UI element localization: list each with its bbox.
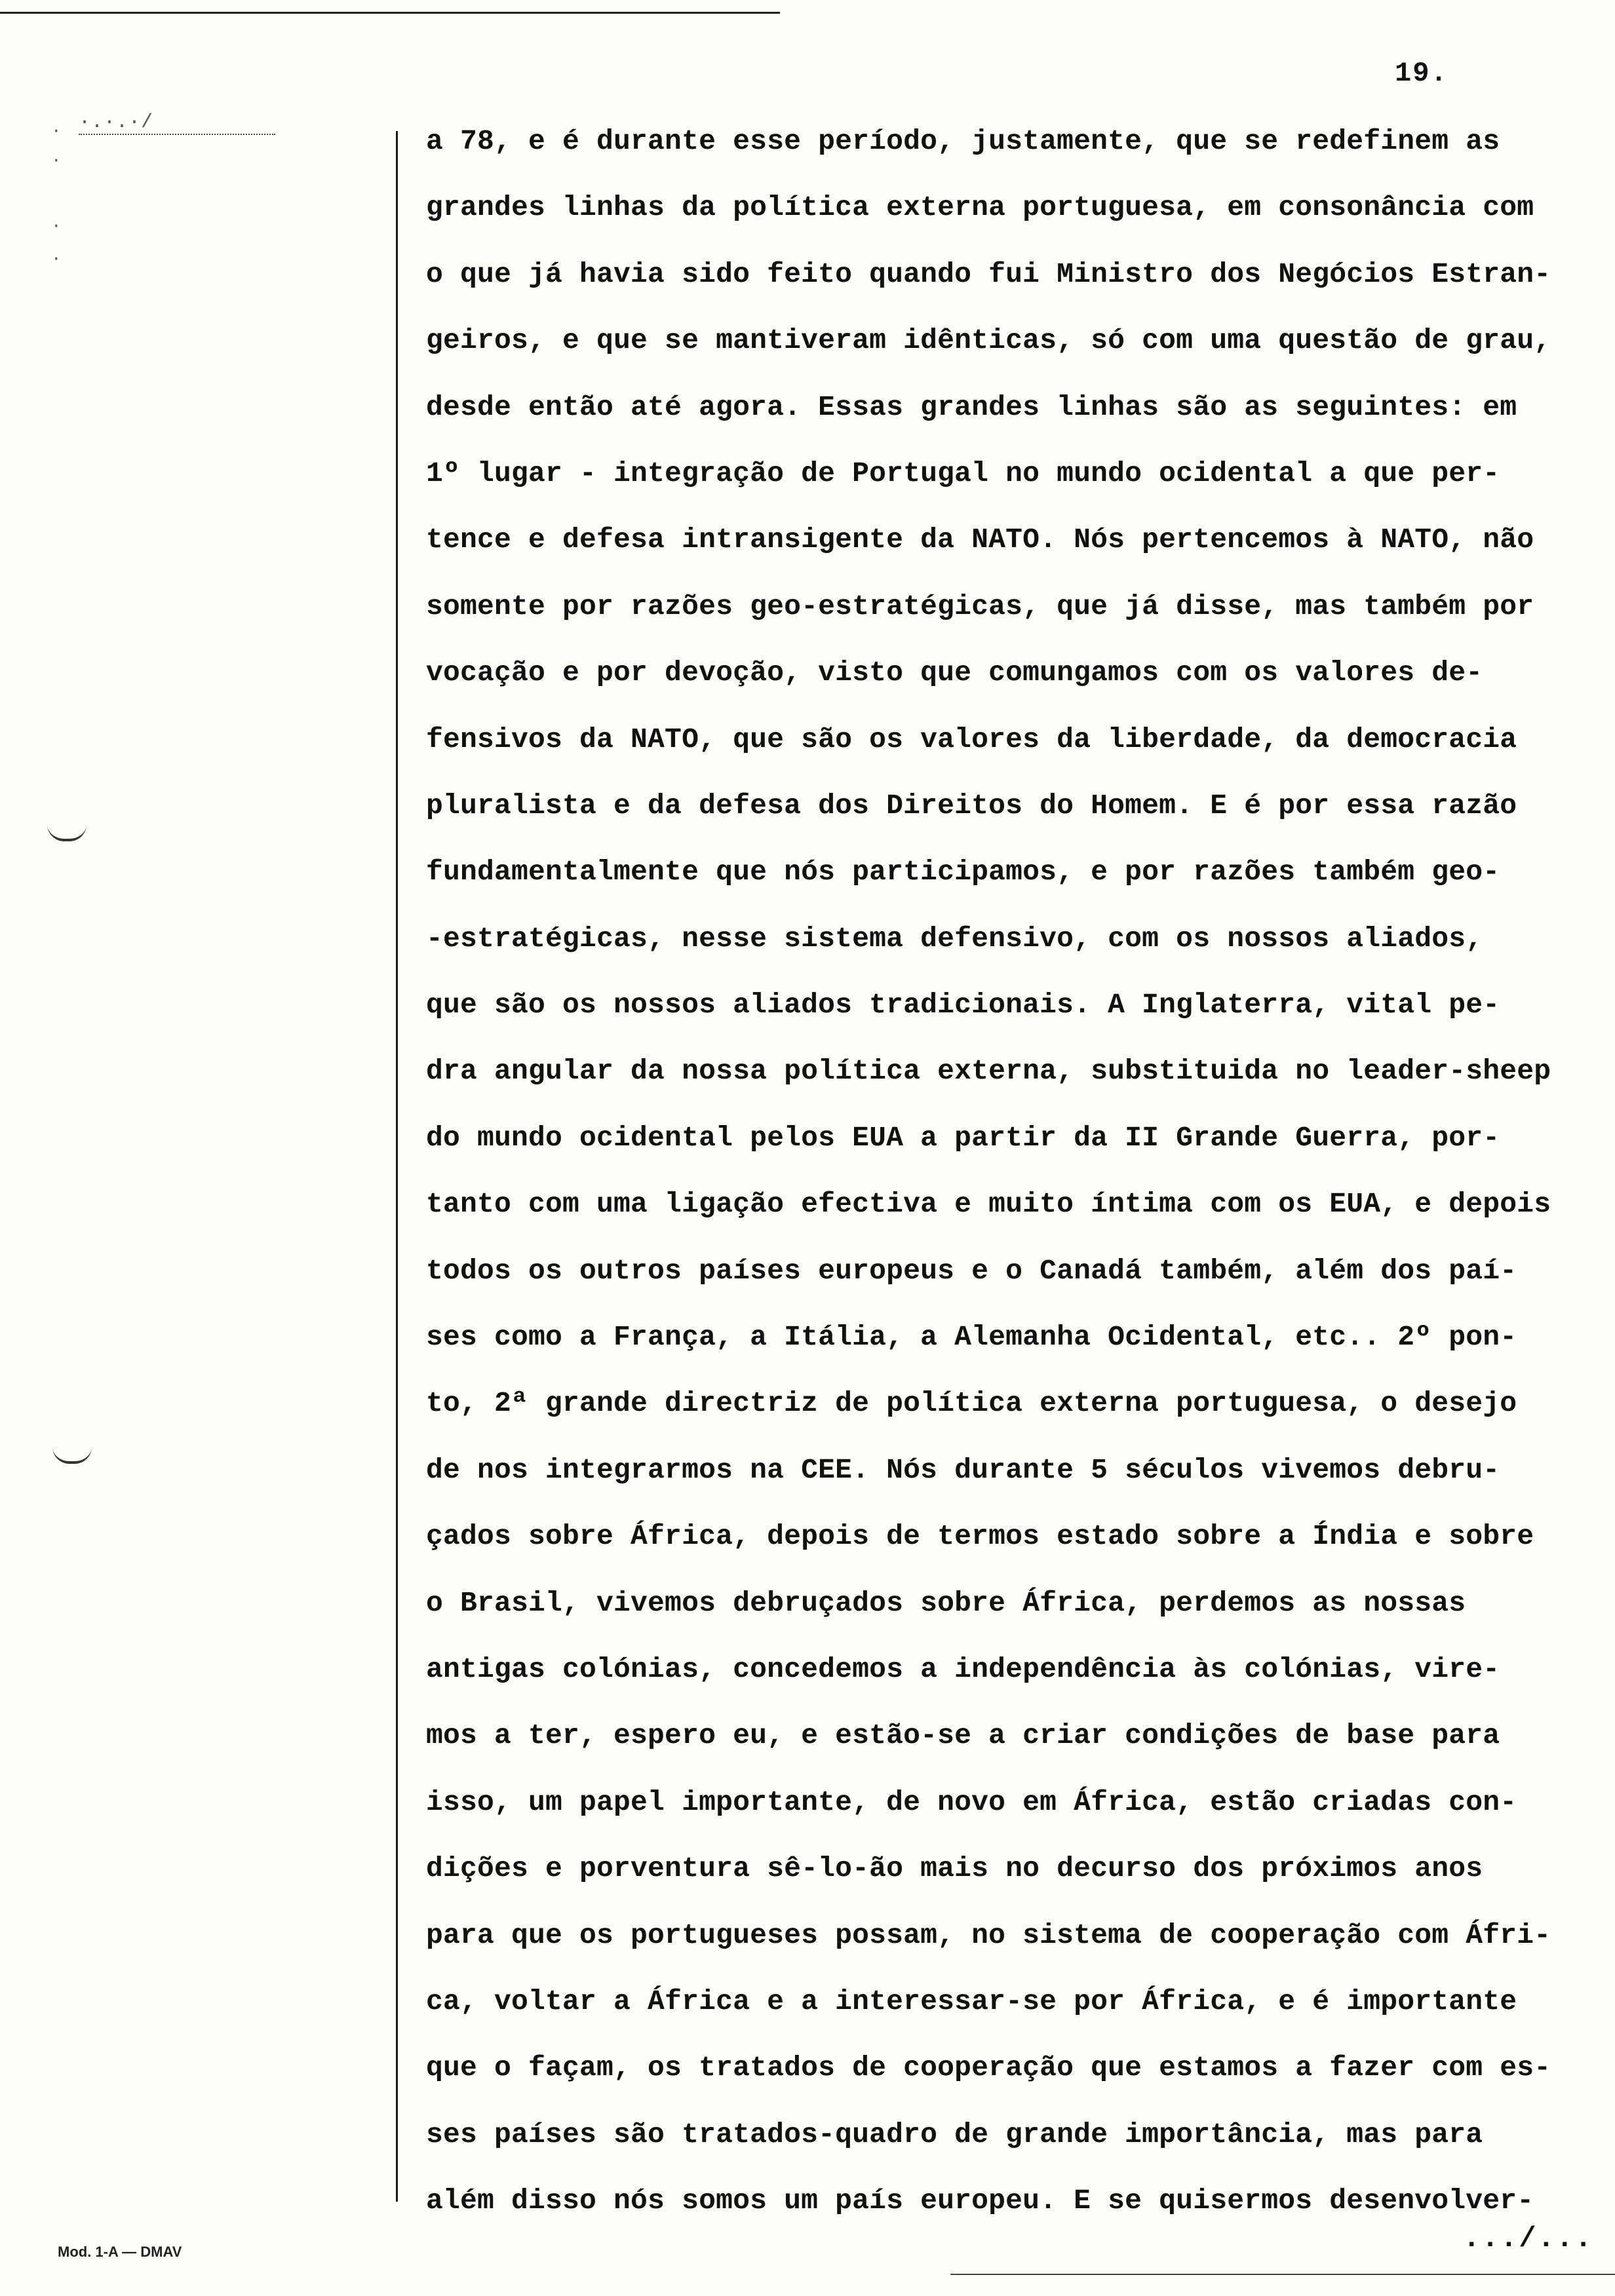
left-margin-line xyxy=(396,131,398,2202)
text-line: pluralista e da defesa dos Direitos do Homem. E é por essa razão xyxy=(426,789,1517,822)
continuation-mark: .../... xyxy=(1463,2223,1593,2255)
top-rule xyxy=(0,12,780,14)
text-line: tanto com uma ligação efectiva e muito íntima com os EUA, e depois xyxy=(426,1188,1551,1221)
text-line: fensivos da NATO, que são os valores da liberdade, da democracia xyxy=(426,723,1517,756)
text-line: geiros, e que se mantiveram idênticas, só com uma questão de grau, xyxy=(426,324,1551,357)
margin-tick: · xyxy=(51,151,62,170)
bottom-rule xyxy=(950,2274,1615,2275)
text-line: -estratégicas, nesse sistema defensivo, com os nossos aliados, xyxy=(426,922,1483,955)
body-text xyxy=(426,108,1606,2234)
text-line: a 78, e é durante esse período, justamente, que se redefinem as xyxy=(426,125,1500,157)
text-line: mos a ter, espero eu, e estão-se a criar condições de base para xyxy=(426,1719,1500,1752)
text-line: somente por razões geo-estratégicas, que já disse, mas também por xyxy=(426,590,1534,622)
page-number: 19. xyxy=(1395,58,1449,89)
text-line: ca, voltar a África e a interessar-se por África, e é importante xyxy=(426,1985,1517,2018)
text-line: fundamentalmente que nós participamos, e por razões também geo- xyxy=(426,856,1500,889)
punch-hole-mark xyxy=(52,1447,92,1464)
text-line: desde então até agora. Essas grandes linhas são as seguintes: em xyxy=(426,391,1517,423)
margin-tick: · xyxy=(51,249,62,269)
form-code: Mod. 1-A — DMAV xyxy=(58,2244,182,2260)
text-line: o Brasil, vivemos debruçados sobre África, perdemos as nossas xyxy=(426,1586,1466,1619)
text-line: que são os nossos aliados tradicionais. A Inglaterra, vital pe- xyxy=(426,989,1500,1022)
text-line: vocação e por devoção, visto que comungamos com os valores de- xyxy=(426,657,1483,689)
text-line: tence e defesa intransigente da NATO. Nós pertencemos à NATO, não xyxy=(426,524,1534,556)
text-line: o que já havia sido feito quando fui Ministro dos Negócios Estran- xyxy=(426,258,1551,290)
text-line: para que os portugueses possam, no sistema de cooperação com Áfri- xyxy=(426,1919,1551,1951)
text-line: grandes linhas da política externa portuguesa, em consonância com xyxy=(426,191,1534,224)
text-line: to, 2ª grande directriz de política externa portuguesa, o desejo xyxy=(426,1387,1517,1420)
text-line: dra angular da nossa política externa, substituida no leader-sheep xyxy=(426,1055,1551,1088)
text-line: todos os outros países europeus e o Canadá também, além dos paí- xyxy=(426,1254,1517,1287)
margin-tick: · xyxy=(51,121,62,141)
reference-dotted-line xyxy=(79,134,275,135)
text-line: isso, um papel importante, de novo em África, estão criadas con- xyxy=(426,1786,1517,1818)
text-line: do mundo ocidental pelos EUA a partir da II Grande Guerra, por- xyxy=(426,1121,1500,1154)
text-line: de nos integrarmos na CEE. Nós durante 5 séculos vivemos debru- xyxy=(426,1453,1500,1486)
text-line: 1º lugar - integração de Portugal no mundo ocidental a que per- xyxy=(426,457,1500,489)
margin-tick: · xyxy=(51,216,62,236)
reference-mark: ·.·.·/ xyxy=(79,111,154,134)
text-line: antigas colónias, concedemos a independência às colónias, vire- xyxy=(426,1653,1500,1685)
text-line: que o façam, os tratados de cooperação que estamos a fazer com es- xyxy=(426,2052,1551,2084)
text-line: ses países são tratados-quadro de grande importância, mas para xyxy=(426,2118,1483,2151)
text-line: dições e porventura sê-lo-ão mais no decurso dos próximos anos xyxy=(426,1852,1483,1885)
text-line: além disso nós somos um país europeu. E se quisermos desenvolver- xyxy=(426,2185,1534,2217)
text-line: çados sobre África, depois de termos estado sobre a Índia e sobre xyxy=(426,1520,1534,1553)
punch-hole-mark xyxy=(47,824,87,841)
text-line: ses como a França, a Itália, a Alemanha Ocidental, etc.. 2º pon- xyxy=(426,1321,1517,1354)
